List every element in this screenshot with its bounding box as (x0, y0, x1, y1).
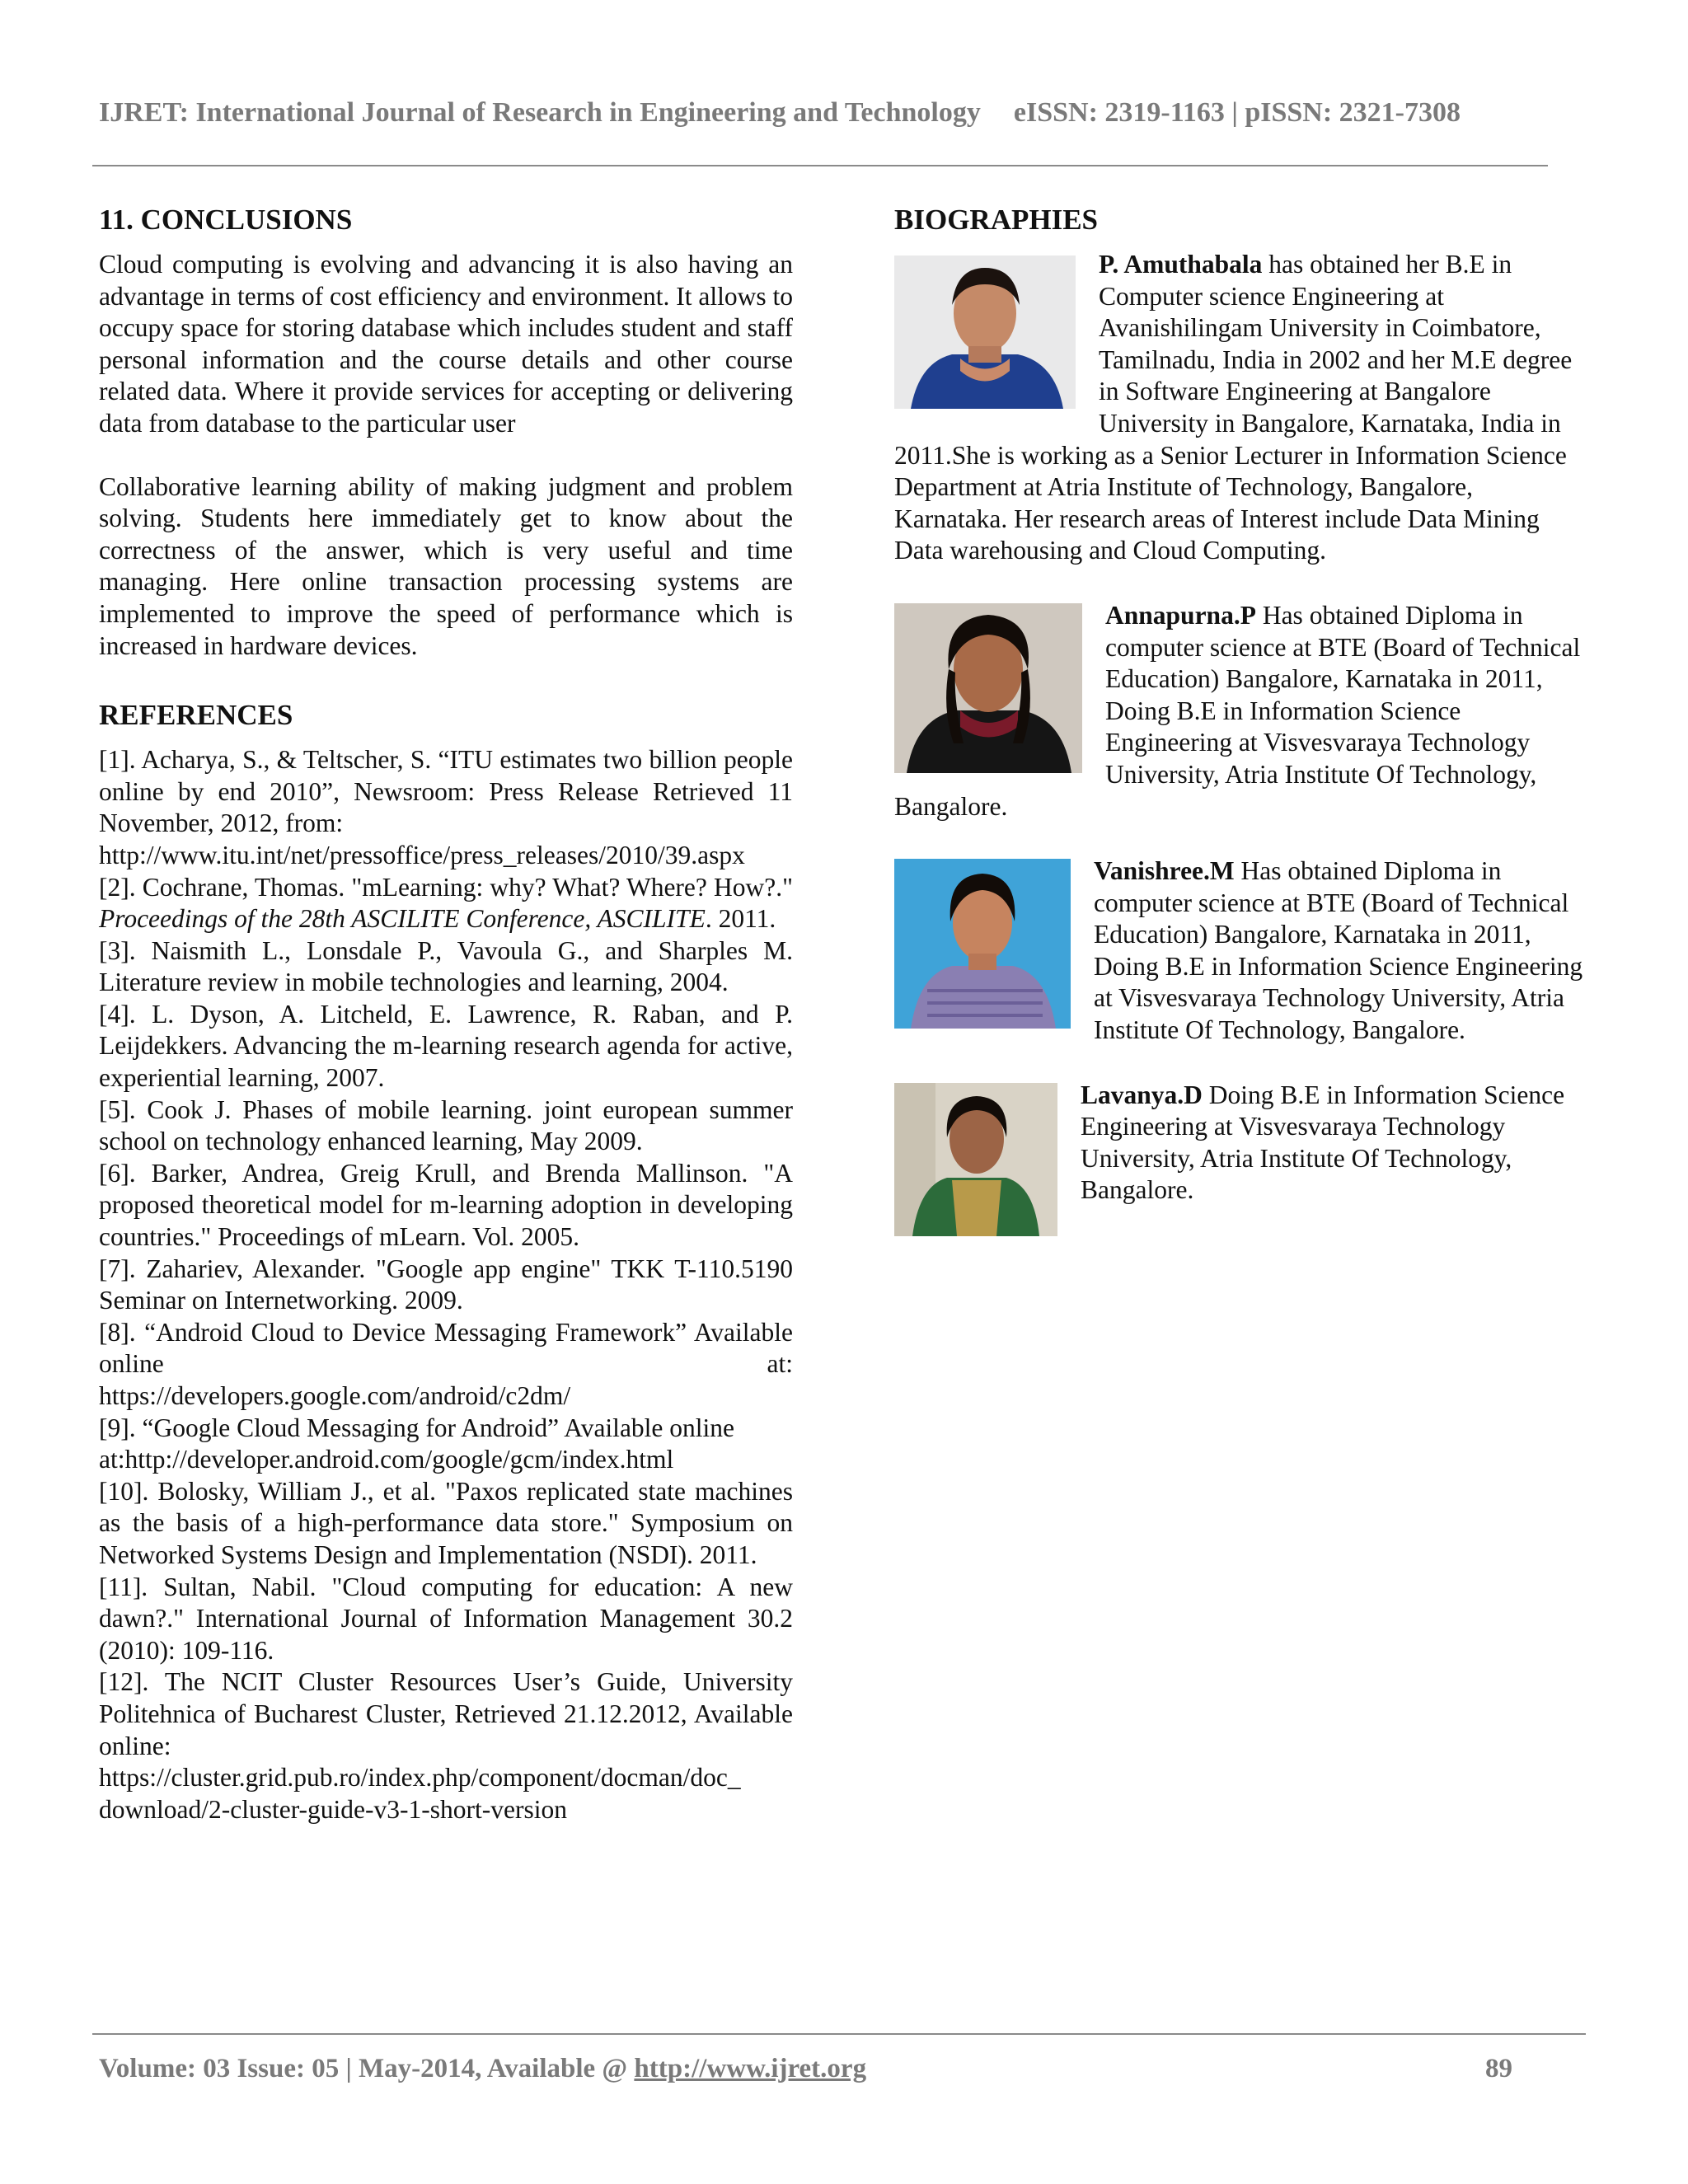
bio-3-name: Vanishree.M (1094, 856, 1235, 886)
bio-4-text: Doing B.E in Information Science Engineering at Visvesvaraya Technology University, Atria Institute Of Technology, Bangalore. (1081, 1080, 1565, 1205)
reference-11: [11]. Sultan, Nabil. "Cloud computing for education: A new dawn?." International Journal of Information Management 30.2 (2010): 109-116. (99, 1572, 793, 1665)
bio-1-name: P. Amuthabala (1099, 250, 1263, 279)
photo-annapurna (894, 603, 1082, 773)
page-header (99, 97, 1550, 129)
right-column (894, 203, 1588, 1240)
footer-link[interactable]: http://www.ijret.org (634, 2054, 867, 2083)
footer-rule (92, 2033, 1586, 2035)
reference-2: [2]. Cochrane, Thomas. "mLearning: why? What? Where? How?." Proceedings of the 28th ASCILITE Conference, ASCILITE. 2011. (99, 872, 793, 934)
page-footer (99, 2054, 1512, 2084)
photo-amuthabala (894, 255, 1076, 409)
conclusions-para-1: Cloud computing is evolving and advancing it is also having an advantage in terms of cost efficiency and environment. It allows to occupy space for storing database which includes student and staff personal information and the course details and other course related data. Where it provide services for accepting or delivering data from database to the particular user (99, 250, 793, 438)
conclusions-para-2: Collaborative learning ability of making judgment and problem solving. Students here immediately get to know about the correctness of the answer, which is very useful and time managing. Here online transaction processing systems are implemented to improve the speed of performance which is increased in hardware devices. (99, 471, 793, 660)
reference-4: [4]. L. Dyson, A. Litcheld, E. Lawrence, R. Raban, and P. Leijdekkers. Advancing the m-learning research agenda for active, experiential learning, 2007. (99, 999, 793, 1093)
reference-10: [10]. Bolosky, William J., et al. "Paxos replicated state machines as the basis of a high-performance data store." Symposium on Networked Systems Design and Implementation (NSDI). 2011. (99, 1476, 793, 1569)
reference-1-url[interactable]: http://www.itu.int/net/pressoffice/press_releases/2010/39.aspx (99, 840, 745, 869)
reference-7: [7]. Zahariev, Alexander. "Google app engine" TKK T-110.5190 Seminar on Internetworking. 2009. (99, 1254, 793, 1315)
reference-12-url-2[interactable]: download/2-cluster-guide-v3-1-short-version (99, 1794, 567, 1824)
reference-6: [6]. Barker, Andrea, Greig Krull, and Brenda Mallinson. "A proposed theoretical model for m-learning adoption in developing countries." Proceedings of mLearn. Vol. 2005. (99, 1158, 793, 1252)
photo-vanishree (894, 859, 1071, 1029)
conclusions-heading: 11. CONCLUSIONS (99, 204, 353, 236)
reference-5: [5]. Cook J. Phases of mobile learning. joint european summer school on technology enhanced learning, May 2009. (99, 1094, 793, 1156)
bio-2-name: Annapurna.P (1105, 600, 1256, 630)
reference-1: [1]. Acharya, S., & Teltscher, S. “ITU estimates two billion people online by end 2010”, Newsroom: Press Release Retrieved 11 November, 2012, from: (99, 745, 793, 838)
bio-3-text: Has obtained Diploma in computer science at BTE (Board of Technical Education) Bangalore, Karnataka in 2011, Doing B.E in Information Science Engineering at Visvesvaraya Technology University, Atria Institute Of Technology, Bangalore. (1094, 856, 1583, 1045)
bio-amuthabala (894, 249, 1588, 567)
references-heading: REFERENCES (99, 699, 293, 732)
reference-8-url[interactable]: https://developers.google.com/android/c2dm/ (99, 1381, 571, 1410)
bio-annapurna (894, 600, 1588, 823)
left-column (99, 203, 793, 1825)
footer-volume: Volume: 03 Issue: 05 | May-2014, Available @ (99, 2054, 635, 2083)
reference-12: [12]. The NCIT Cluster Resources User’s Guide, University Politehnica of Bucharest Cluster, Retrieved 21.12.2012, Available online: (99, 1667, 793, 1760)
page-number: 89 (1485, 2054, 1512, 2083)
reference-12-url-1[interactable]: https://cluster.grid.pub.ro/index.php/component/docman/doc_ (99, 1763, 741, 1793)
reference-9: [9]. “Google Cloud Messaging for Android” Available online (99, 1413, 735, 1442)
reference-9-url[interactable]: at:http://developer.android.com/google/gcm/index.html (99, 1445, 674, 1474)
bio-2-text: Has obtained Diploma in computer science at BTE (Board of Technical Education) Bangalore, Karnataka in 2011, Doing B.E in Information Science Engineering at Visvesvaraya Technology University, Atria Institute Of Technology, Bangalore. (894, 600, 1581, 821)
header-rule (92, 165, 1548, 166)
biographies-heading: BIOGRAPHIES (894, 204, 1098, 236)
bio-vanishree (894, 855, 1588, 1047)
bio-4-name: Lavanya.D (1081, 1080, 1203, 1109)
reference-8: [8]. “Android Cloud to Device Messaging Framework” Available online at: (99, 1317, 793, 1379)
bio-1-text: has obtained her B.E in Computer science Engineering at Avanishilingam University in Coimbatore, Tamilnadu, India in 2002 and her M.E degree in Software Engineering at Bangalore University in Bangalore, Karnataka, India in 2011.She is working as a Senior Lecturer in Information Science Department at Atria Institute of Technology, Bangalore, Karnataka. Her research areas of Interest include Data Mining Data warehousing and Cloud Computing. (894, 250, 1573, 565)
journal-title: IJRET: International Journal of Research in Engineering and Technology (99, 97, 981, 128)
photo-lavanya (894, 1083, 1057, 1236)
bio-lavanya (894, 1080, 1588, 1240)
reference-3: [3]. Naismith L., Lonsdale P., Vavoula G., and Sharples M. Literature review in mobile technologies and learning, 2004. (99, 935, 793, 997)
issn-line: eISSN: 2319-1163 | pISSN: 2321-7308 (1013, 97, 1461, 128)
